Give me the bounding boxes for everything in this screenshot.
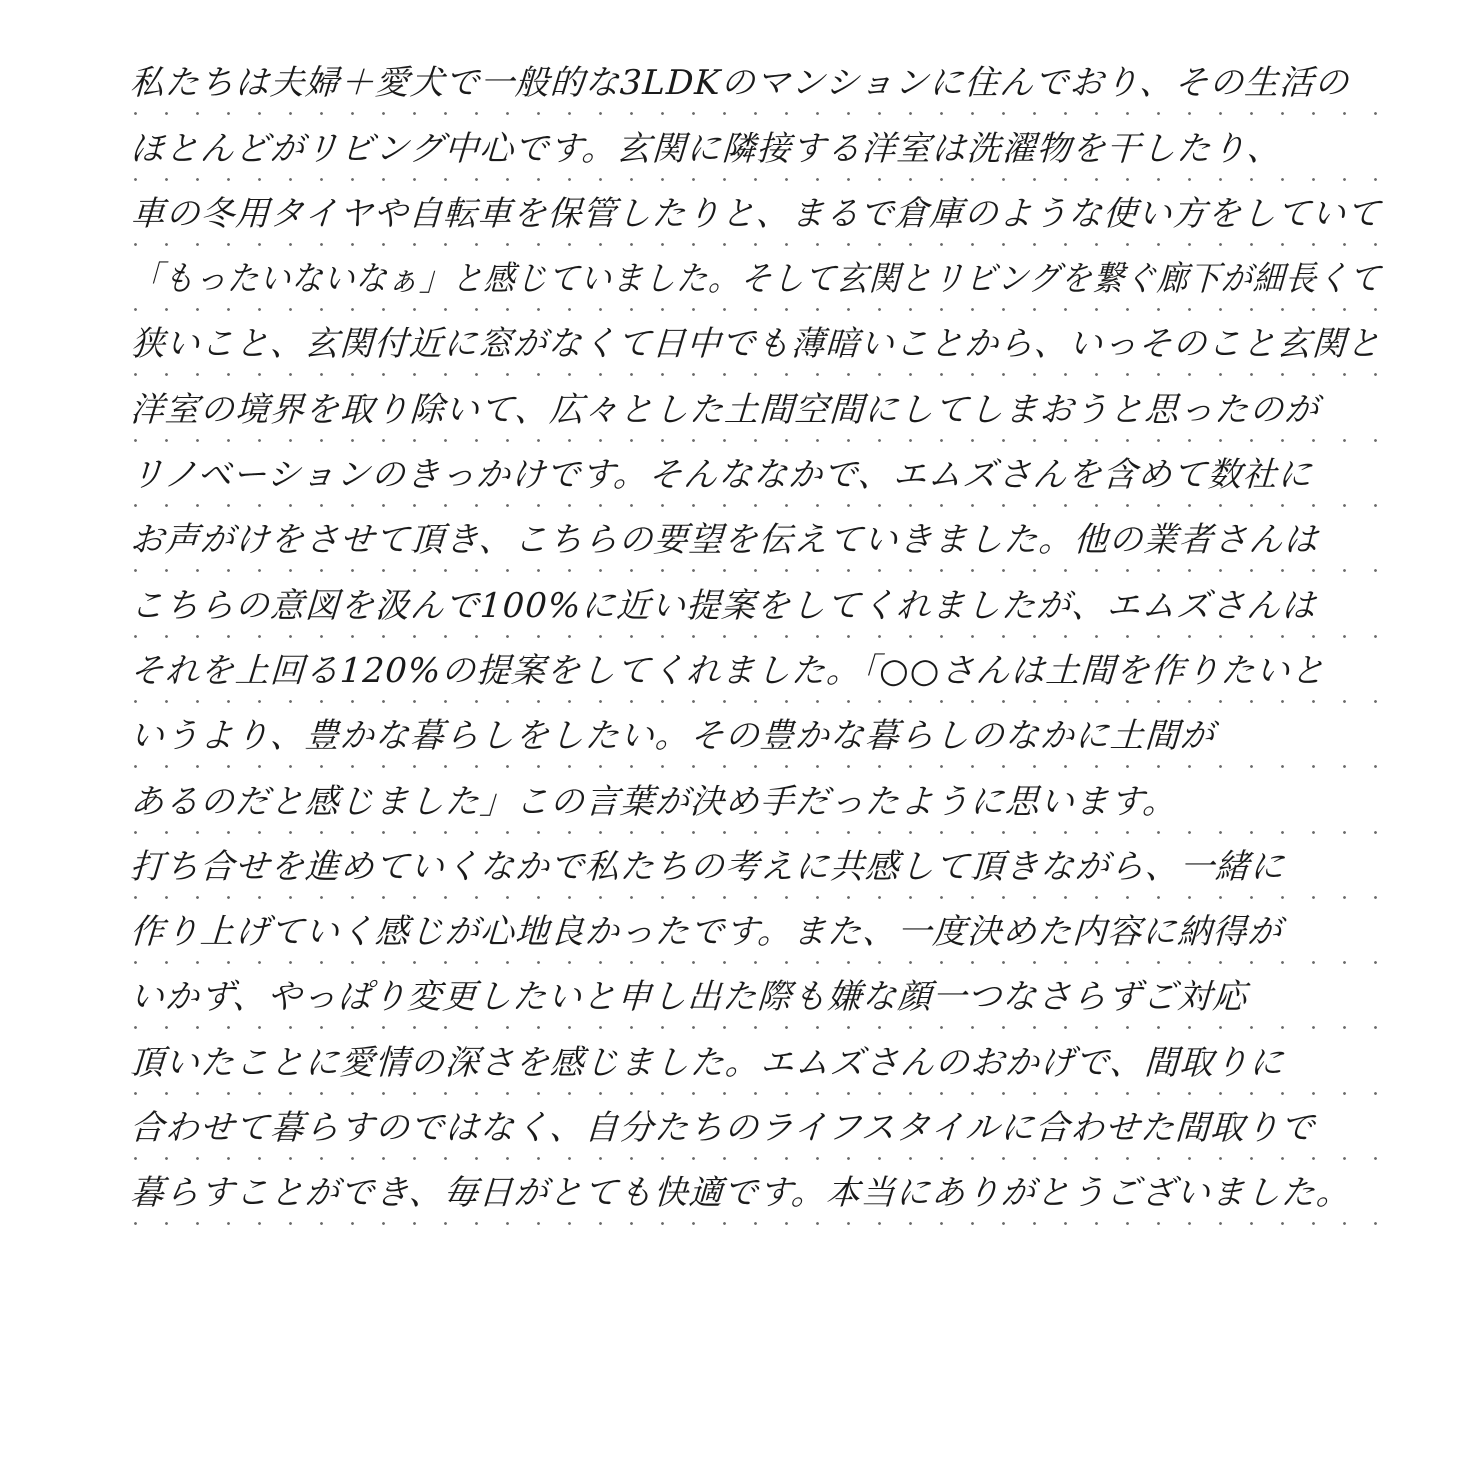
letter-line [120,115,1380,180]
letter-line-text: いうより、豊かな暮らしをしたい。その豊かな暮らしのなかに土間が [128,716,1217,757]
letter-line-text: 狭いこと、玄関付近に窓がなくて日中でも薄暗いことから、いっそのこと玄関と [130,324,1383,365]
letter-line-text: いかず、やっぱり変更したいと申し出た際も嫌な顔一つなさらずご対応 [128,977,1249,1018]
letter-line [120,442,1380,507]
letter-line [120,507,1380,572]
letter-body [120,50,1383,1225]
letter-line [120,899,1380,964]
dotted-rule [120,1222,1380,1225]
letter-line [120,246,1383,311]
letter-line-text: 洋室の境界を取り除いて、広々とした土間空間にしてしまおうと思ったのが [128,389,1321,430]
letter-line-text: 「もったいないなぁ」と感じていました。そして玄関とリビングを繋ぐ廊下が細長くて [130,259,1383,300]
letter-line-text: ほとんどがリビング中心です。玄関に隣接する洋室は洗濯物を干したり、 [128,128,1283,169]
letter-line-text: お声がけをさせて頂き、こちらの要望を伝えていきました。他の業者さんは [128,520,1320,561]
letter-line [120,181,1383,246]
letter-line [120,703,1380,768]
letter-line-text: それを上回る120%の提案をしてくれました。「○○さんは土間を作りたいと [128,650,1327,691]
letter-line-text: こちらの意図を汲んで100%に近い提案をしてくれましたが、エムズさんは [128,585,1318,626]
letter-line-text: 私たちは夫婦＋愛犬で一般的な3LDKのマンションに住んでおり、その生活の [128,63,1351,104]
letter-line [120,1095,1380,1160]
letter-line [120,638,1380,703]
letter-line-text: 打ち合せを進めていくなかで私たちの考えに共感して頂きながら、一緒に [128,846,1287,887]
letter-line [120,1029,1380,1094]
letter-line-text: あるのだと感じました」この言葉が決め手だったように思います。 [128,781,1179,822]
letter-line [120,50,1380,115]
letter-line [120,311,1383,376]
letter-line-text: 合わせて暮らすのではなく、自分たちのライフスタイルに合わせた間取りで [128,1108,1317,1149]
letter-line-text: 車の冬用タイヤや自転車を保管したりと、まるで倉庫のような使い方をしていて [130,193,1383,234]
letter-line-text: 頂いたことに愛情の深さを感じました。エムズさんのおかげで、間取りに [128,1042,1286,1083]
letter-line-text: 作り上げていく感じが心地良かったです。また、一度決めた内容に納得が [128,912,1284,953]
letter-line [120,964,1380,1029]
letter-line [120,376,1380,441]
letter-line [120,1160,1380,1225]
letter-line [120,834,1380,899]
letter-line [120,768,1380,833]
letter-line-text: 暮らすことができ、毎日がとても快適です。本当にありがとうございました。 [128,1173,1352,1214]
letter-line [120,572,1380,637]
letter-line-text: リノベーションのきっかけです。そんななかで、エムズさんを含めて数社に [128,455,1314,496]
